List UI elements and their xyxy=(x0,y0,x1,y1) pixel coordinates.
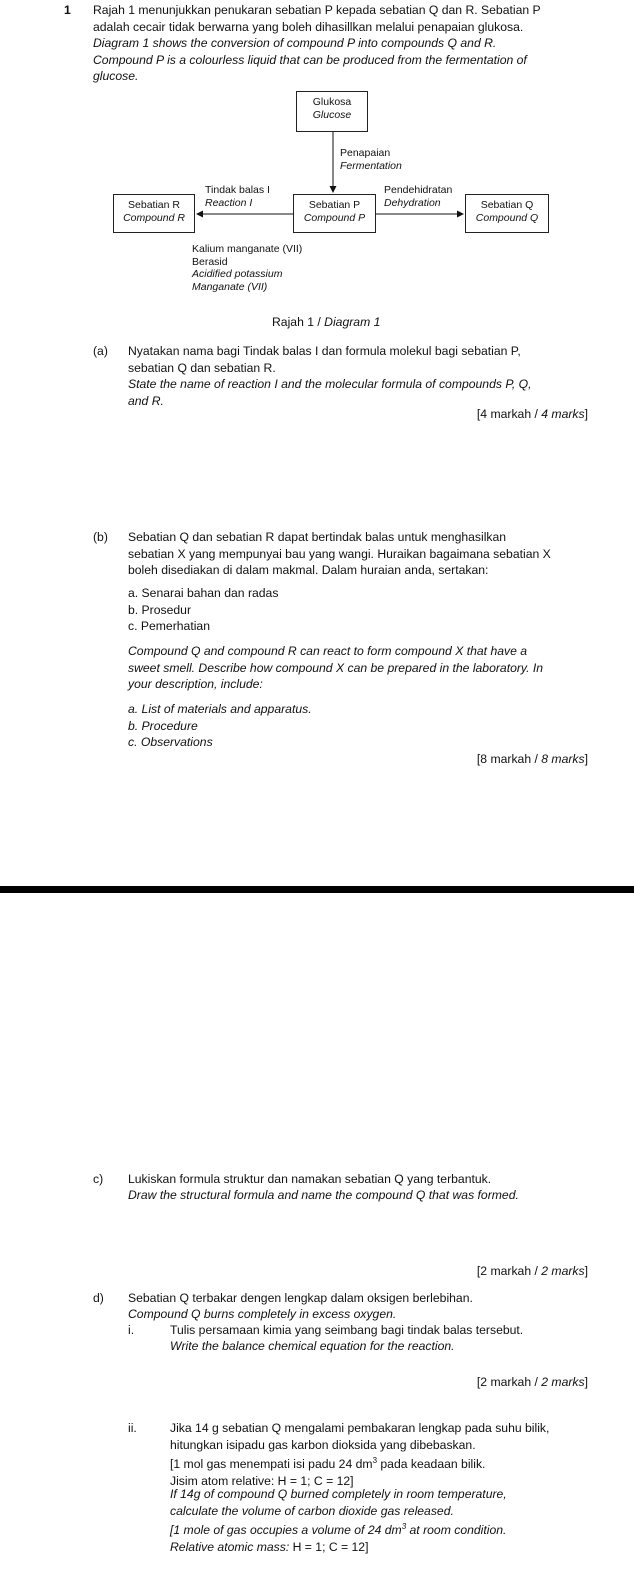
compound-q-box: Sebatian Q Compound Q xyxy=(465,194,549,233)
part-d-i-marks: [2 markah / 2 marks] xyxy=(476,1375,588,1389)
part-a-english: State the name of reaction I and the molecular formula of compounds P, Q, and R. xyxy=(128,377,532,408)
part-d-i-malay: Tulis persamaan kimia yang seimbang bagi tindak balas tersebut. xyxy=(170,1323,524,1337)
part-b-english-list: a. List of materials and apparatus. b. Procedure c. Observations xyxy=(128,702,312,749)
part-b-malay-list: a. Senarai bahan dan radas b. Prosedur c. Pemerhatian xyxy=(128,586,279,633)
part-d-ii-malay: Jika 14 g sebatian Q mengalami pembakaran lengkap pada suhu bilik, hitungkan isipadu gas karbon dioksida yang dibebaskan. [1 mol gas menempati isi padu 24 $dm^3$ pada keadaan bilik. Jisim atom relative: H = 1; C = 12] xyxy=(170,1421,550,1488)
page-divider xyxy=(0,886,634,893)
intro-english: Diagram 1 shows the conversion of compound P into compounds Q and R. Compound P is a colourless liquid that can be produced from the fermentation of glucose. xyxy=(93,36,527,83)
glucose-box: Glukosa Glucose xyxy=(296,91,368,132)
part-c-malay: Lukiskan formula struktur dan namakan sebatian Q yang terbantuk. xyxy=(128,1172,492,1186)
part-b-label: (b) xyxy=(93,530,108,544)
diagram-arrows xyxy=(0,0,634,300)
compound-p-box: Sebatian P Compound P xyxy=(293,194,376,233)
reagent-label: Kalium manganate (VII) Berasid Acidified potassium Manganate (VII) xyxy=(192,243,303,293)
fermentation-label: Penapaian Fermentation xyxy=(340,147,402,172)
part-b-marks: [8 markah / 8 marks] xyxy=(476,752,588,766)
question-number: 1 xyxy=(64,3,71,17)
part-d-label: d) xyxy=(93,1291,104,1305)
diagram-caption: Rajah 1 / Diagram 1 xyxy=(272,315,381,329)
part-d-i-label: i. xyxy=(128,1323,135,1337)
part-c-english: Draw the structural formula and name the compound Q that was formed. xyxy=(128,1188,519,1202)
part-d-i-english: Write the balance chemical equation for the reaction. xyxy=(170,1339,455,1353)
part-b-english: Compound Q and compound R can react to form compound X that have a sweet smell. Describe how compound X can be prepared in the laboratory. In your description, include: xyxy=(128,644,544,691)
part-c-label: c) xyxy=(93,1172,104,1186)
compound-r-box: Sebatian R Compound R xyxy=(113,194,195,233)
part-d-ii-label: ii. xyxy=(128,1421,137,1435)
reaction-i-label: Tindak balas I Reaction I xyxy=(205,184,270,209)
part-a-malay: Nyatakan nama bagi Tindak balas I dan formula molekul bagi sebatian P, sebatian Q dan sebatian R. xyxy=(128,344,521,375)
part-d-ii-english: If 14g of compound Q burned completely in room temperature, calculate the volume of carbon dioxide gas released. [1 mole of gas occupies a volume of 24 $dm^3$ at room condition. Relative atomic mass: H = 1; C = 12] xyxy=(170,1487,507,1554)
part-c-marks: [2 markah / 2 marks] xyxy=(476,1264,588,1278)
part-d-english: Compound Q burns completely in excess oxygen. xyxy=(128,1307,397,1321)
part-a-label: (a) xyxy=(93,344,108,358)
part-a-marks: [4 markah / 4 marks] xyxy=(476,407,588,421)
dehydration-label: Pendehidratan Dehydration xyxy=(384,184,453,209)
part-d-malay: Sebatian Q terbakar dengen lengkap dalam oksigen berlebihan. xyxy=(128,1291,473,1305)
part-b-malay: Sebatian Q dan sebatian R dapat bertindak balas untuk menghasilkan sebatian X yang mempunyai bau yang wangi. Huraikan bagaimana sebatian X boleh disediakan di dalam makmal. Dalam huraian anda, sertakan: xyxy=(128,530,551,577)
intro-malay: Rajah 1 menunjukkan penukaran sebatian P kepada sebatian Q dan R. Sebatian P adalah cecair tidak berwarna yang boleh dihasillkan melalui penapaian glukosa. xyxy=(93,3,541,34)
